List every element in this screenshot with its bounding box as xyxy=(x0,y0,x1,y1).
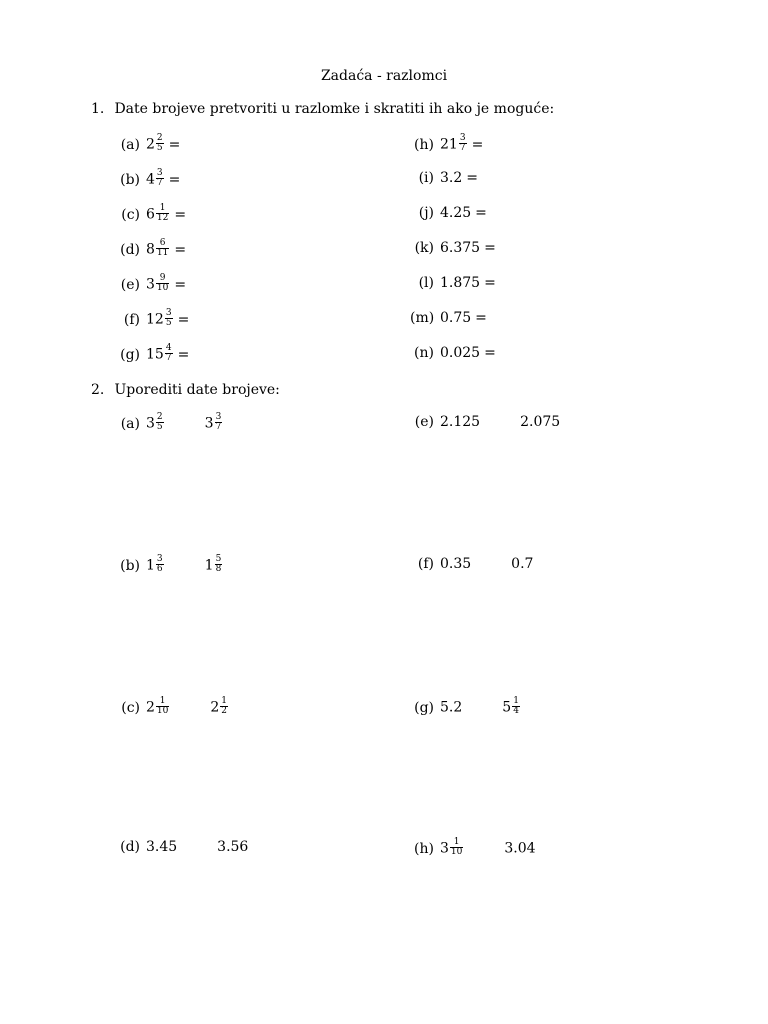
decimal-value: 0.7 xyxy=(511,556,534,572)
item-label: (b) xyxy=(120,171,140,188)
whole-number: 1 xyxy=(204,557,214,574)
denominator: 2 xyxy=(221,706,228,716)
question-text: Uporediti date brojeve: xyxy=(114,382,280,398)
numerator: 3 xyxy=(156,168,163,178)
numerator: 1 xyxy=(156,697,169,707)
q2-item-d xyxy=(112,839,248,855)
fraction xyxy=(156,169,164,188)
whole-number: 5 xyxy=(502,699,512,716)
decimal-value: 2.125 xyxy=(440,414,481,430)
fraction xyxy=(165,309,173,328)
q1-item-k xyxy=(410,240,496,256)
fraction xyxy=(156,697,169,716)
decimal-value: 4.25 xyxy=(440,205,472,221)
item-label: (c) xyxy=(121,206,140,223)
q1-item-a xyxy=(112,135,180,154)
equals-sign: = xyxy=(174,241,187,258)
numerator: 3 xyxy=(215,412,222,422)
numerator: 1 xyxy=(450,838,463,848)
item-label: (e) xyxy=(414,414,434,430)
q2-item-b xyxy=(112,556,223,575)
item-label: (j) xyxy=(418,205,434,221)
q1-item-h xyxy=(410,135,483,154)
denominator: 5 xyxy=(156,143,163,153)
whole-number: 3 xyxy=(204,415,214,432)
q1-item-i xyxy=(410,170,478,186)
item-label: (n) xyxy=(414,345,434,361)
fraction xyxy=(512,697,520,716)
decimal-value: 0.35 xyxy=(440,556,472,572)
whole-number: 2 xyxy=(146,136,155,153)
q1-item-g xyxy=(112,345,189,364)
q1-item-m xyxy=(410,310,487,326)
q1-item-l xyxy=(410,275,496,291)
whole-number: 12 xyxy=(146,311,164,328)
question-2 xyxy=(91,382,280,398)
whole-number: 3 xyxy=(146,276,155,293)
q1-item-e xyxy=(112,275,186,294)
question-number: 2. xyxy=(91,382,105,398)
numerator: 4 xyxy=(165,343,172,353)
q1-item-n xyxy=(410,345,496,361)
numerator: 3 xyxy=(156,554,163,564)
item-label: (m) xyxy=(410,310,435,326)
item-label: (c) xyxy=(121,699,140,716)
item-label: (e) xyxy=(120,276,140,293)
item-label: (d) xyxy=(120,839,140,855)
item-label: (g) xyxy=(414,699,434,716)
item-label: (d) xyxy=(120,241,140,258)
fraction xyxy=(165,344,173,363)
denominator: 4 xyxy=(513,706,519,716)
decimal-value: 6.375 xyxy=(440,240,481,256)
item-label: (f) xyxy=(417,556,434,572)
item-label: (k) xyxy=(414,240,434,256)
item-label: (i) xyxy=(418,170,434,186)
item-label: (h) xyxy=(414,840,434,857)
whole-number: 8 xyxy=(146,241,155,258)
equals-sign: = xyxy=(466,170,478,186)
denominator: 5 xyxy=(156,422,163,432)
q1-item-c xyxy=(112,205,186,224)
fraction xyxy=(459,134,467,153)
whole-number: 21 xyxy=(440,136,458,153)
denominator: 7 xyxy=(165,353,172,363)
fraction xyxy=(156,204,169,223)
item-label: (g) xyxy=(120,346,140,363)
decimal-value: 5.2 xyxy=(440,699,463,716)
numerator: 5 xyxy=(215,554,222,564)
denominator: 10 xyxy=(450,847,463,857)
equals-sign: = xyxy=(484,345,496,361)
item-label: (f) xyxy=(123,311,140,328)
equals-sign: = xyxy=(174,276,187,293)
numerator: 9 xyxy=(156,274,169,284)
equals-sign: = xyxy=(177,346,190,363)
numerator: 2 xyxy=(156,412,163,422)
numerator: 1 xyxy=(513,696,519,706)
decimal-value: 3.45 xyxy=(146,839,178,855)
numerator: 3 xyxy=(459,133,466,143)
q2-item-h xyxy=(410,839,536,858)
q1-item-j xyxy=(410,205,487,221)
equals-sign: = xyxy=(177,311,190,328)
denominator: 10 xyxy=(156,706,169,716)
question-text: Date brojeve pretvoriti u razlomke i skratiti ih ako je moguće: xyxy=(114,101,555,117)
question-number: 1. xyxy=(91,101,105,117)
numerator: 2 xyxy=(156,133,163,143)
decimal-value: 3.56 xyxy=(217,839,249,855)
equals-sign: = xyxy=(168,136,181,153)
question-1 xyxy=(91,101,554,117)
item-label: (b) xyxy=(120,557,140,574)
fraction xyxy=(156,239,169,258)
decimal-value: 2.075 xyxy=(520,414,561,430)
numerator: 3 xyxy=(165,308,172,318)
fraction xyxy=(156,413,164,432)
equals-sign: = xyxy=(174,206,187,223)
decimal-value: 0.025 xyxy=(440,345,481,361)
q2-item-c xyxy=(112,698,229,717)
equals-sign: = xyxy=(484,240,496,256)
whole-number: 4 xyxy=(146,171,155,188)
decimal-value: 0.75 xyxy=(440,310,472,326)
fraction xyxy=(220,697,228,716)
decimal-value: 1.875 xyxy=(440,275,481,291)
q2-item-g xyxy=(410,698,521,717)
whole-number: 6 xyxy=(146,206,155,223)
whole-number: 3 xyxy=(146,415,155,432)
q1-item-d xyxy=(112,240,186,259)
item-label: (l) xyxy=(418,275,434,291)
numerator: 1 xyxy=(156,204,169,214)
whole-number: 3 xyxy=(440,840,449,857)
fraction xyxy=(156,134,164,153)
q1-item-f xyxy=(112,310,189,329)
equals-sign: = xyxy=(475,205,487,221)
q2-item-f xyxy=(410,556,533,572)
denominator: 11 xyxy=(156,248,169,258)
whole-number: 15 xyxy=(146,346,164,363)
whole-number: 1 xyxy=(146,557,155,574)
fraction xyxy=(215,555,223,574)
denominator: 7 xyxy=(459,143,466,153)
item-label: (h) xyxy=(414,136,434,153)
decimal-value: 3.04 xyxy=(504,840,536,857)
equals-sign: = xyxy=(168,171,181,188)
denominator: 5 xyxy=(165,318,172,328)
fraction xyxy=(450,838,463,857)
equals-sign: = xyxy=(471,136,484,153)
fraction xyxy=(156,274,169,293)
item-label: (a) xyxy=(120,136,140,153)
fraction xyxy=(215,413,223,432)
equals-sign: = xyxy=(475,310,487,326)
q2-item-a xyxy=(112,414,223,433)
page-title: Zadaća - razlomci xyxy=(320,68,448,84)
denominator: 10 xyxy=(156,283,169,293)
item-label: (a) xyxy=(120,415,140,432)
fraction xyxy=(156,555,164,574)
q1-item-b xyxy=(112,170,180,189)
denominator: 7 xyxy=(215,422,222,432)
whole-number: 2 xyxy=(210,699,220,716)
denominator: 6 xyxy=(156,564,163,574)
q2-item-e xyxy=(410,414,560,430)
denominator: 12 xyxy=(156,213,169,223)
decimal-value: 3.2 xyxy=(440,170,463,186)
whole-number: 2 xyxy=(146,699,155,716)
numerator: 1 xyxy=(221,696,228,706)
denominator: 8 xyxy=(215,564,222,574)
denominator: 7 xyxy=(156,178,163,188)
numerator: 6 xyxy=(156,239,169,249)
equals-sign: = xyxy=(484,275,496,291)
